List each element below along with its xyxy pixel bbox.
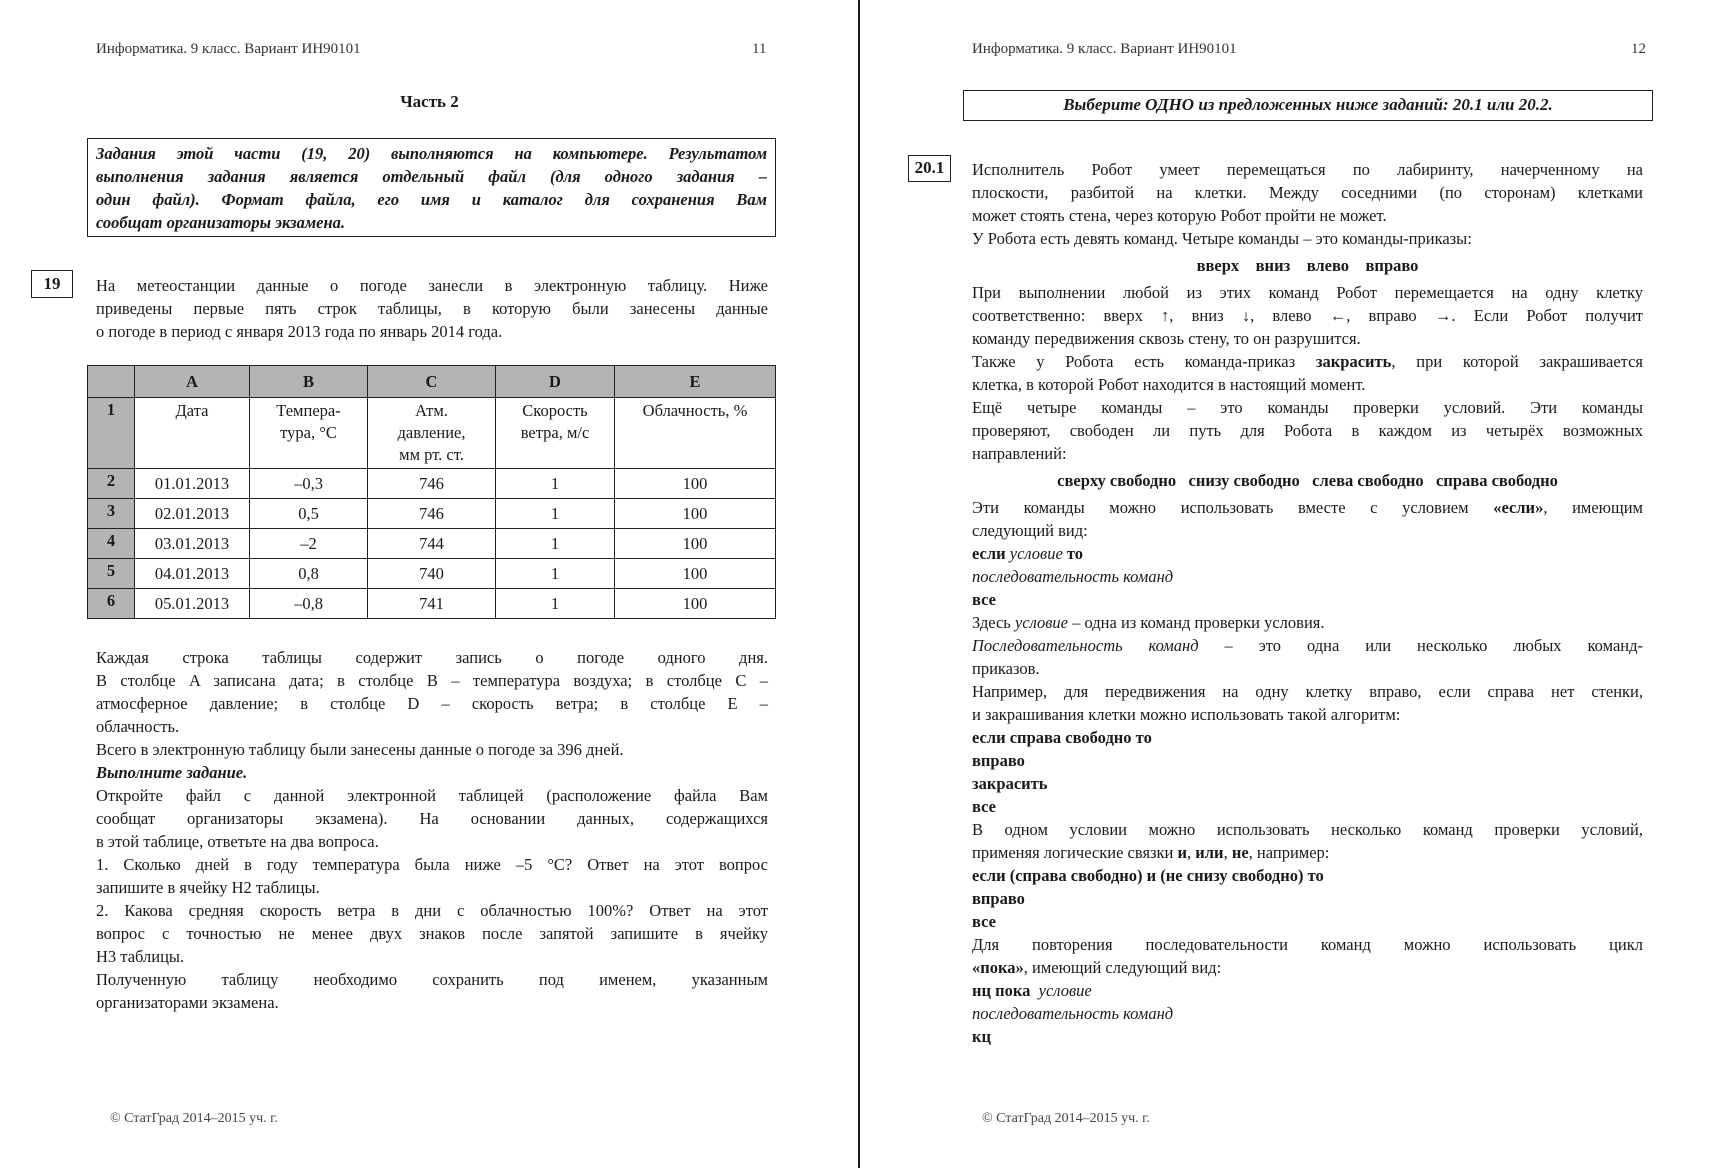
text-line: Например, для передвижения на одну клетку вправо, если справа нет стенки, xyxy=(972,682,1643,701)
text-line: проверяют, свободен ли путь для Робота в каждом из четырёх возможных xyxy=(972,421,1643,440)
code-line: вправо xyxy=(972,889,1025,908)
text-line: о погоде в период с января 2013 года по январь 2014 года. xyxy=(96,322,503,341)
table-cell xyxy=(135,398,250,469)
header-text: тура, °С xyxy=(280,423,337,442)
table-cell xyxy=(496,398,615,469)
row-number: 5 xyxy=(88,559,135,589)
text-line: Откройте файл с данной электронной таблицей (расположение файла Вам xyxy=(96,786,768,805)
column-header-a: A xyxy=(135,366,250,398)
text-span: , xyxy=(1187,843,1196,862)
table-cell: 0,8 xyxy=(250,559,368,589)
code-line: последовательность команд xyxy=(972,1004,1174,1023)
placeholder-text: условие xyxy=(1038,981,1092,1000)
text-span: , например: xyxy=(1248,843,1330,862)
intro-line: один файл). Формат файла, его имя и каталог для сохранения Вам xyxy=(96,190,767,209)
text-span: , при которой закрашивается xyxy=(1391,352,1643,371)
text-span: условие xyxy=(1014,613,1068,632)
text-line: плоскости, разбитой на клетки. Между соседними (по сторонам) клетками xyxy=(972,183,1643,202)
text-line xyxy=(972,841,1643,864)
text-line: Каждая строка таблицы содержит запись о погоде одного дня. xyxy=(96,648,768,667)
table-cell: 100 xyxy=(615,469,776,499)
table-cell: 1 xyxy=(496,559,615,589)
footer-copyright: © СтатГрад 2014–2015 уч. г. xyxy=(982,1111,1150,1126)
text-line: В одном условии можно использовать несколько команд проверки условий, xyxy=(972,820,1643,839)
text-line: Для повторения последовательности команд можно использовать цикл xyxy=(972,935,1643,954)
column-header-d: D xyxy=(496,366,615,398)
text-line: приказов. xyxy=(972,659,1040,678)
table-cell: 0,5 xyxy=(250,499,368,529)
choose-task-box: Выберите ОДНО из предложенных ниже заданий: 20.1 или 20.2. xyxy=(963,90,1653,121)
text-line: У Робота есть девять команд. Четыре команды – это команды-приказы: xyxy=(972,229,1472,248)
text-span: Здесь xyxy=(972,613,1015,632)
text-span: Также у Робота есть команда-приказ xyxy=(972,352,1316,371)
table-cell xyxy=(615,398,776,469)
text-line: организаторами экзамена. xyxy=(96,993,279,1012)
intro-box xyxy=(87,138,776,237)
keyword: то xyxy=(1066,544,1084,563)
keyword: нц пока xyxy=(972,981,1031,1000)
intro-line: сообщат организаторы экзамена. xyxy=(96,213,345,232)
text-line: H3 таблицы. xyxy=(96,947,185,966)
table-cell: 1 xyxy=(496,469,615,499)
text-span: , имеющим xyxy=(1543,498,1643,517)
page-number: 11 xyxy=(752,41,767,57)
task19-intro xyxy=(96,274,768,343)
table-cell: 100 xyxy=(615,559,776,589)
text-line xyxy=(972,496,1643,519)
code-line: если справа свободно то xyxy=(972,728,1152,747)
table-cell xyxy=(250,398,368,469)
question-2: 2. Какова средняя скорость ветра в дни с облачностью 100%? Ответ на этот xyxy=(96,901,768,920)
text-line: При выполнении любой из этих команд Робот перемещается на одну клетку xyxy=(972,283,1643,302)
text-line: Ещё четыре команды – это команды проверки условий. Эти команды xyxy=(972,398,1643,417)
header-text: ветра, м/с xyxy=(520,423,590,442)
code-line: все xyxy=(972,797,996,816)
table-cell: 1 xyxy=(496,529,615,559)
row-number: 1 xyxy=(88,398,135,469)
header-text: Атм. xyxy=(415,401,448,420)
text-line: атмосферное давление; в столбце D – скорость ветра; в столбце E – xyxy=(96,694,768,713)
text-line xyxy=(972,350,1643,373)
text-line: Исполнитель Робот умеет перемещаться по лабиринту, начерченному на xyxy=(972,160,1643,179)
task19-body xyxy=(96,646,768,1014)
text-line: команду передвижения сквозь стену, то он разрушится. xyxy=(972,329,1361,348)
table-cell: –2 xyxy=(250,529,368,559)
header-text: Дата xyxy=(175,401,209,420)
table-cell: 744 xyxy=(368,529,496,559)
table-cell: 02.01.2013 xyxy=(135,499,250,529)
text-line: запишите в ячейку H2 таблицы. xyxy=(96,878,320,897)
text-span: – это одна или несколько любых команд- xyxy=(1198,636,1643,655)
keyword-if: «если» xyxy=(1493,498,1544,517)
table-cell: 03.01.2013 xyxy=(135,529,250,559)
text-line: Полученную таблицу необходимо сохранить под именем, указанным xyxy=(96,970,768,989)
table-cell: 100 xyxy=(615,499,776,529)
keyword: если xyxy=(972,544,1006,563)
table-cell: –0,3 xyxy=(250,469,368,499)
page-divider xyxy=(858,0,860,1168)
column-header-b: B xyxy=(250,366,368,398)
keyword: и xyxy=(1177,843,1188,862)
text-line xyxy=(972,611,1643,634)
text-line: облачность. xyxy=(96,717,180,736)
row-number: 4 xyxy=(88,529,135,559)
running-head: Информатика. 9 класс. Вариант ИН90101 xyxy=(96,41,361,57)
column-header-e: E xyxy=(615,366,776,398)
text-span: применяя логические связки xyxy=(972,843,1178,862)
table-cell: 1 xyxy=(496,499,615,529)
header-text: мм рт. ст. xyxy=(399,445,464,464)
table-row xyxy=(88,398,776,469)
text-line: На метеостанции данные о погоде занесли в электронную таблицу. Ниже xyxy=(96,276,768,295)
page-right xyxy=(861,0,1718,1168)
table-cell: 01.01.2013 xyxy=(135,469,250,499)
header-text: Темпера- xyxy=(276,401,341,420)
table-cell: 741 xyxy=(368,589,496,619)
row-number: 6 xyxy=(88,589,135,619)
row-number: 3 xyxy=(88,499,135,529)
corner-cell xyxy=(88,366,135,398)
code-line: все xyxy=(972,912,996,931)
text-line: может стоять стена, через которую Робот пройти не может. xyxy=(972,206,1387,225)
table-cell: 100 xyxy=(615,589,776,619)
footer-copyright: © СтатГрад 2014–2015 уч. г. xyxy=(110,1111,278,1126)
text-line: и закрашивания клетки можно использовать такой алгоритм: xyxy=(972,705,1401,724)
keyword: «пока» xyxy=(972,958,1024,977)
table-cell: 100 xyxy=(615,529,776,559)
weather-spreadsheet xyxy=(87,365,776,619)
text-line: В столбце A записана дата; в столбце B – температура воздуха; в столбце C – xyxy=(96,671,768,690)
header-text: Скорость xyxy=(522,401,588,420)
text-line xyxy=(972,956,1643,979)
text-span: – одна из команд проверки условия. xyxy=(1068,613,1325,632)
running-head: Информатика. 9 класс. Вариант ИН90101 xyxy=(972,41,1237,57)
table-cell: 04.01.2013 xyxy=(135,559,250,589)
intro-line: выполнения задания является отдельный файл (для одного задания – xyxy=(96,167,767,186)
row-number: 2 xyxy=(88,469,135,499)
table-row xyxy=(88,469,776,499)
keyword-paint: закрасить xyxy=(1315,352,1392,371)
header-text: давление, xyxy=(397,423,466,442)
column-letter-row xyxy=(88,366,776,398)
text-line xyxy=(972,634,1643,657)
code-line: закрасить xyxy=(972,774,1048,793)
header-text: Облачность, % xyxy=(642,401,748,420)
table-cell: 746 xyxy=(368,469,496,499)
table-row xyxy=(88,499,776,529)
table-row xyxy=(88,529,776,559)
text-line: вопрос с точностью не менее двух знаков после запятой запишите в ячейку xyxy=(96,924,768,943)
code-line xyxy=(972,542,1643,565)
table-cell: 1 xyxy=(496,589,615,619)
code-line: кц xyxy=(972,1027,992,1046)
question-1: 1. Сколько дней в году температура была ниже –5 °С? Ответ на этот вопрос xyxy=(96,855,768,874)
table-cell: 746 xyxy=(368,499,496,529)
page-number: 12 xyxy=(1631,41,1646,57)
part-title: Часть 2 xyxy=(400,92,459,111)
code-line xyxy=(972,979,1643,1002)
text-line: приведены первые пять строк таблицы, в которую были занесены данные xyxy=(96,299,768,318)
text-span: Последовательность команд xyxy=(972,636,1199,655)
table-cell: 05.01.2013 xyxy=(135,589,250,619)
text-line: сообщат организаторы экзамена). На основании данных, содержащихся xyxy=(96,809,768,828)
task-number-badge: 19 xyxy=(31,270,73,298)
do-task-label: Выполните задание. xyxy=(96,763,248,782)
keyword: или xyxy=(1195,843,1224,862)
check-commands: сверху свободно снизу свободно слева свободно справа свободно xyxy=(1057,471,1558,490)
text-span: , xyxy=(1223,843,1232,862)
table-cell: –0,8 xyxy=(250,589,368,619)
code-line: если (справа свободно) и (не снизу свободно) то xyxy=(972,866,1324,885)
text-line: следующий вид: xyxy=(972,521,1088,540)
text-span: Эти команды можно использовать вместе с условием xyxy=(972,498,1494,517)
table-row xyxy=(88,589,776,619)
text-line: клетка, в которой Робот находится в настоящий момент. xyxy=(972,375,1366,394)
task-number-badge: 20.1 xyxy=(908,155,951,182)
code-line: вправо xyxy=(972,751,1025,770)
keyword: не xyxy=(1231,843,1249,862)
text-line: Всего в электронную таблицу были занесены данные о погоде за 396 дней. xyxy=(96,740,624,759)
table-cell xyxy=(368,398,496,469)
text-line: направлений: xyxy=(972,444,1067,463)
task20-1-body xyxy=(972,158,1643,1048)
text-line: соответственно: вверх ↑, вниз ↓, влево ←, вправо →. Если Робот получит xyxy=(972,306,1643,325)
placeholder-text: условие xyxy=(1005,544,1067,563)
table-cell: 740 xyxy=(368,559,496,589)
code-line: все xyxy=(972,590,996,609)
intro-line: Задания этой части (19, 20) выполняются на компьютере. Результатом xyxy=(96,144,767,163)
code-line: последовательность команд xyxy=(972,567,1174,586)
column-header-c: C xyxy=(368,366,496,398)
text-line: в этой таблице, ответьте на два вопроса. xyxy=(96,832,379,851)
move-commands: вверх вниз влево вправо xyxy=(1196,256,1419,275)
table-row xyxy=(88,559,776,589)
text-span: , имеющий следующий вид: xyxy=(1023,958,1222,977)
